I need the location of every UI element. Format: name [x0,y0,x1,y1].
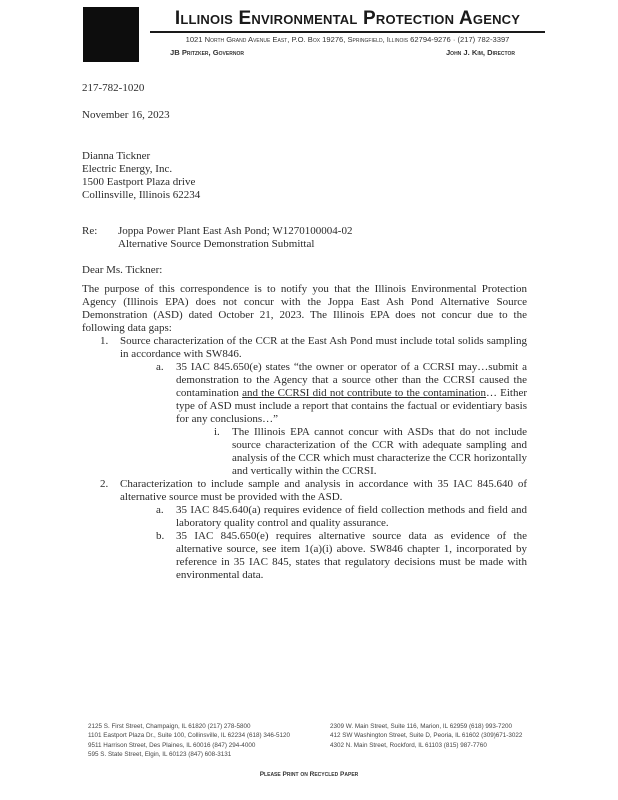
sub-list [120,361,527,478]
phone-number: 217-782-1020 [82,82,145,94]
sub-list [120,504,527,582]
agency-name: Illinois Environmental Protection Agency [174,8,521,29]
recycled-paper-note: Please Print on Recycled Paper [259,771,359,778]
list-item [82,335,527,478]
item-text: 35 IAC 845.650(e) requires alternative source data as evidence of the alternative source, see item 1(a)(i) above. SW846 chapter 1, incorporated by reference in 35 IAC 845, states that regulatory decisions must be made with environmental data. [176,530,527,581]
footer-address: 1101 Eastport Plaza Dr., Suite 100, Collinsville, IL 62234 (618) 346-5120 [88,732,290,740]
item-text-pre: 35 IAC 845.650(e) states “the owner or operator of a CCRSI may…submit a demonstration to the Agency that a source other than the CCRSI caused the contamination [176,361,527,399]
list-item [176,426,527,478]
item-text: 35 IAC 845.640(a) requires evidence of field collection methods and field and laboratory quality control and quality assurance. [176,504,527,529]
salutation: Dear Ms. Tickner: [82,264,163,276]
list-marker: 1. [100,335,109,347]
item-text: Source characterization of the CCR at the East Ash Pond must include total solids sampling in accordance with SW846. [120,335,527,360]
list-marker: 2. [100,478,109,490]
recipient-street: 1500 Eastport Plaza drive [82,176,196,188]
list-marker: i. [214,426,220,438]
recipient-company: Electric Energy, Inc. [82,163,173,175]
footer-address: 595 S. State Street, Elgin, IL 60123 (847) 608-3131 [88,750,232,758]
recipient-city: Collinsville, Illinois 62234 [82,189,201,201]
footer-offices-right [330,722,522,750]
footer-address: 412 SW Washington Street, Suite D, Peoria, IL 61602 (309)671-3022 [330,732,523,740]
intro-paragraph: The purpose of this correspondence is to notify you that the Illinois Environmental Protection Agency (Illinois EPA) does not concur with the Joppa East Ash Pond Alternative Source Demonstration (ASD) dated October 21, 2023. The Illinois EPA does not concur due to the following data gaps: [82,283,527,334]
re-label: Re: [82,225,98,237]
recipient-name: Dianna Tickner [82,150,151,162]
agency-address: 1021 North Grand Avenue East, P.O. Box 19276, Springfield, Illinois 62794-9276 · (217) 782-3397 [185,35,510,44]
item-text: The Illinois EPA cannot concur with ASDs that do not include source characterization of the CCR with adequate sampling and analysis of the CCR which must characterize the CCR horizontally and vertically within the CCRSI. [232,426,527,477]
list-item [82,478,527,582]
list-marker: a. [156,504,164,516]
data-gaps-list [82,335,527,582]
agency-logo [83,7,139,62]
underlined-text: and the CCRSI did not contribute to the contamination [242,387,486,399]
list-item [120,504,527,530]
re-line-1: Joppa Power Plant East Ash Pond; W1270100004-02 [118,225,353,237]
list-item [120,530,527,582]
footer-offices-left [88,722,290,759]
footer-address: 2125 S. First Street, Champaign, IL 61820 (217) 278-5800 [88,723,251,730]
re-subject [118,225,352,251]
re-line-2: Alternative Source Demonstration Submittal [118,238,315,250]
sub-sub-list [176,426,527,478]
footer-address: 9511 Harrison Street, Des Plaines, IL 60016 (847) 294-4000 [88,741,256,749]
list-marker: a. [156,361,164,373]
footer-address: 4302 N. Main Street, Rockford, IL 61103 (815) 987-7760 [330,741,487,749]
item-text-post: … Either type of ASD must include a report that contains the factual or evidentiary basis for any conclusions…” [176,387,527,425]
letter-date: November 16, 2023 [82,109,170,121]
letterhead-rule [150,31,545,33]
list-item [120,361,527,478]
director-name: John J. Kim, Director [445,48,515,57]
item-text: Characterization to include sample and analysis in accordance with 35 IAC 845.640 of alternative source must be provided with the ASD. [120,478,527,503]
list-marker: b. [156,530,165,542]
footer-address: 2309 W. Main Street, Suite 116, Marion, IL 62959 (618) 993-7200 [330,723,513,730]
letter-body [82,283,527,582]
governor-name: JB Pritzker, Governor [170,48,244,57]
